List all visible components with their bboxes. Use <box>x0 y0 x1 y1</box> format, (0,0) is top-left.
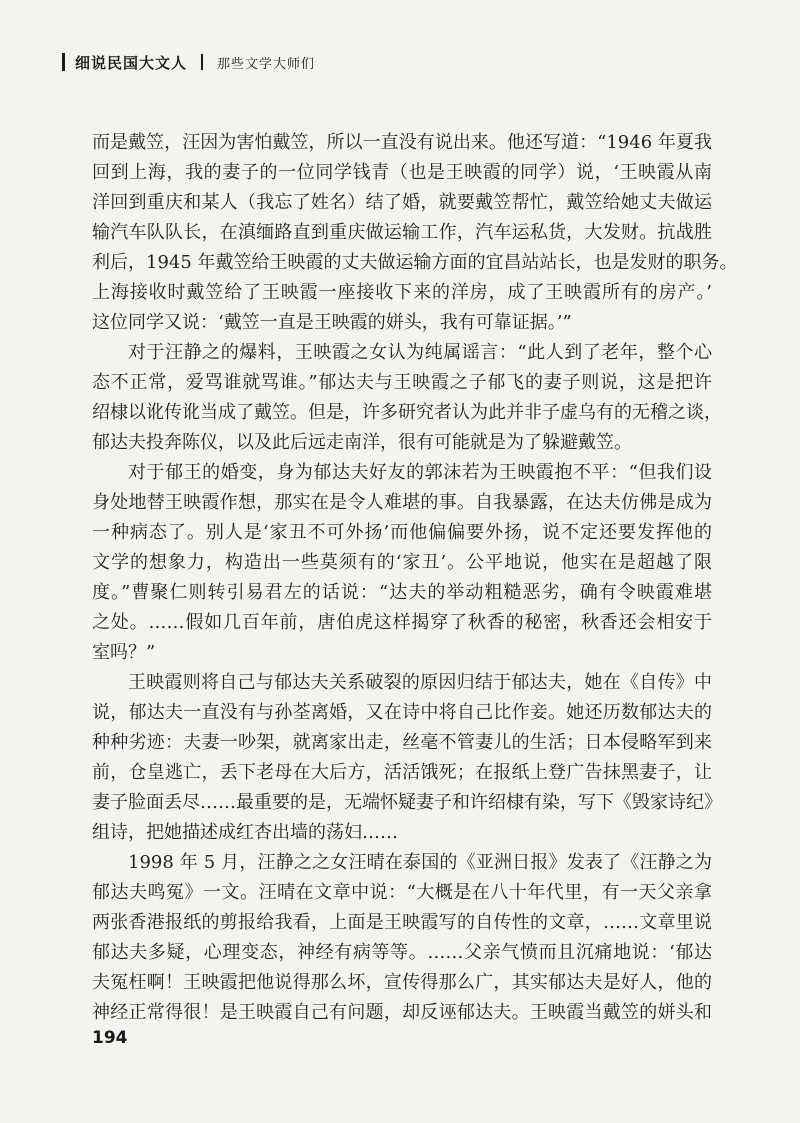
header-left-bar <box>62 53 65 71</box>
text-line: 输汽车队队长，在滇缅路直到重庆做运输工作，汽车运私货，大发财。抗战胜 <box>92 222 712 243</box>
chapter-title: 那些文学大师们 <box>217 56 316 72</box>
text-line: 绍棣以讹传讹当成了戴笠。但是，许多研究者认为此并非子虚乌有的无稽之谈， <box>92 402 722 423</box>
text-line: 种种劣迹：夫妻一吵架，就离家出走，丝毫不管妻儿的生活；日本侵略军到来 <box>92 732 712 753</box>
text-line: 前，仓皇逃亡，丢下老母在大后方，活活饿死；在报纸上登广告抹黑妻子，让 <box>92 762 712 783</box>
text-line: 这位同学又说：‘戴笠一直是王映霞的姘头，我有可靠证据。’” <box>92 312 572 333</box>
text-line: 1998 年 5 月，汪静之之女汪晴在泰国的《亚洲日报》发表了《汪静之为 <box>128 852 712 873</box>
book-title: 细说民国大文人 <box>75 53 188 72</box>
body-text <box>92 128 738 1028</box>
text-line: 上海接收时戴笠给了王映霞一座接收下来的洋房，成了王映霞所有的房产。’ <box>92 282 712 303</box>
text-line: 之处。……假如几百年前，唐伯虎这样揭穿了秋香的秘密，秋香还会相安于 <box>92 612 712 633</box>
text-line: 郁达夫投奔陈仪，以及此后远走南洋，很有可能就是为了躲避戴笠。 <box>92 432 632 453</box>
header-separator <box>201 54 203 70</box>
text-line: 一种病态了。别人是‘家丑不可外扬’而他偏偏要外扬，说不定还要发挥他的 <box>92 522 712 543</box>
text-line: 身处地替王映霞作想，那实在是令人难堪的事。自我暴露，在达夫仿佛是成为 <box>92 492 712 513</box>
text-line: 神经正常得很！是王映霞自己有问题，却反诬郁达夫。王映霞当戴笠的姘头和 <box>92 1002 712 1023</box>
text-line: 夫冤枉啊！王映霞把他说得那么坏，宣传得那么广，其实郁达夫是好人，他的 <box>92 972 712 993</box>
text-line: 说，郁达夫一直没有与孙荃离婚，又在诗中将自己比作妾。她还历数郁达夫的 <box>92 702 712 723</box>
running-header <box>62 50 315 74</box>
text-line: 组诗，把她描述成红杏出墙的荡妇…… <box>92 822 398 843</box>
text-line: 王映霞则将自己与郁达夫关系破裂的原因归结于郁达夫，她在《自传》中 <box>128 672 712 693</box>
text-line: 妻子脸面丢尽……最重要的是，无端怀疑妻子和许绍棣有染，写下《毁家诗纪》 <box>92 792 722 813</box>
text-line: 利后，1945 年戴笠给王映霞的丈夫做运输方面的宜昌站站长，也是发财的职务。 <box>92 252 738 273</box>
text-line: 室吗？” <box>92 642 156 663</box>
text-line: 态不正常，爱骂谁就骂谁。”郁达夫与王映霞之子郁飞的妻子则说，这是把许 <box>92 372 712 393</box>
text-line: 两张香港报纸的剪报给我看，上面是王映霞写的自传性的文章，……文章里说 <box>92 912 712 933</box>
text-line: 回到上海，我的妻子的一位同学钱青（也是王映霞的同学）说，‘王映霞从南 <box>92 162 712 183</box>
text-line: 郁达夫多疑，心理变态，神经有病等等。……父亲气愤而且沉痛地说：‘郁达 <box>92 942 712 963</box>
page-number: 194 <box>92 1028 128 1048</box>
text-line: 而是戴笠，汪因为害怕戴笠，所以一直没有说出来。他还写道：“1946 年夏我 <box>92 132 712 153</box>
text-line: 文学的想象力，构造出一些莫须有的‘家丑’。公平地说，他实在是超越了限 <box>92 552 712 573</box>
text-line: 对于汪静之的爆料，王映霞之女认为纯属谣言：“此人到了老年，整个心 <box>128 342 712 363</box>
text-line: 度。”曹聚仁则转引易君左的话说：“达夫的举动粗糙恶劣，确有令映霞难堪 <box>92 582 712 603</box>
text-line: 洋回到重庆和某人（我忘了姓名）结了婚，就要戴笠帮忙，戴笠给她丈夫做运 <box>92 192 712 213</box>
text-line: 对于郁王的婚变，身为郁达夫好友的郭沫若为王映霞抱不平：“但我们设 <box>128 462 712 483</box>
text-line: 郁达夫鸣冤》一文。汪晴在文章中说：“大概是在八十年代里，有一天父亲拿 <box>92 882 712 903</box>
